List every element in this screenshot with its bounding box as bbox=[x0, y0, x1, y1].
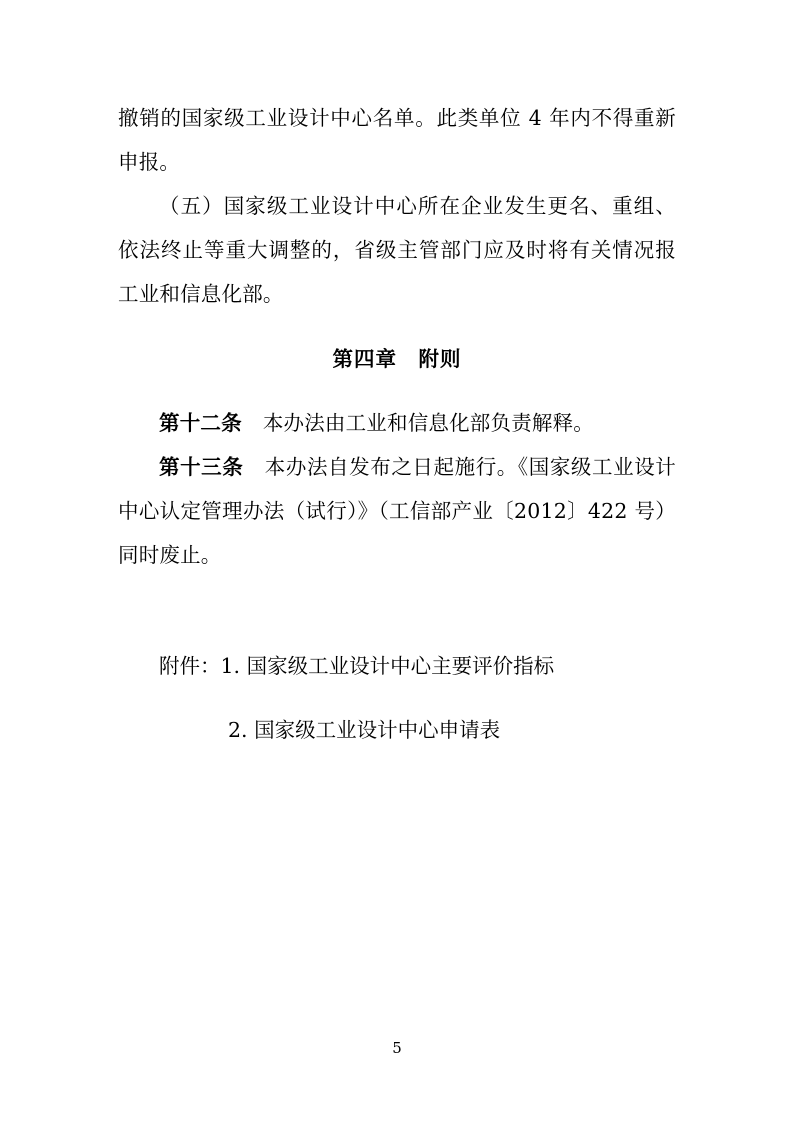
article-thirteen-number: 第十三条 bbox=[159, 455, 244, 479]
article-thirteen bbox=[118, 445, 676, 577]
article-twelve-text: 本办法由工业和信息化部负责解释。 bbox=[262, 411, 595, 435]
article-twelve-number: 第十二条 bbox=[159, 411, 242, 435]
attachments-line-one bbox=[118, 644, 676, 688]
article-thirteen-text: 本办法自发布之日起施行。《国家级工业设计中心认定管理办法（试行）》（工信部产业〔2012〕422 号）同时废止。 bbox=[118, 455, 677, 567]
chapter-heading: 第四章 附则 bbox=[332, 346, 462, 371]
page-number: 5 bbox=[392, 1039, 402, 1057]
document-body bbox=[118, 96, 676, 752]
article-twelve bbox=[118, 401, 676, 445]
paragraph-revoke-list: 撤销的国家级工业设计中心名单。此类单位 4 年内不得重新申报。 bbox=[118, 106, 676, 174]
paragraph-item-five: （五）国家级工业设计中心所在企业发生更名、重组、依法终止等重大调整的，省级主管部门应及时将有关情况报工业和信息化部。 bbox=[118, 194, 676, 306]
spacer bbox=[118, 577, 676, 623]
attachments-label: 附件： bbox=[159, 653, 221, 678]
attachment-item-1: 1. 国家级工业设计中心主要评价指标 bbox=[220, 653, 555, 678]
attachment-item-2-line: 2. 国家级工业设计中心申请表 bbox=[228, 718, 501, 742]
